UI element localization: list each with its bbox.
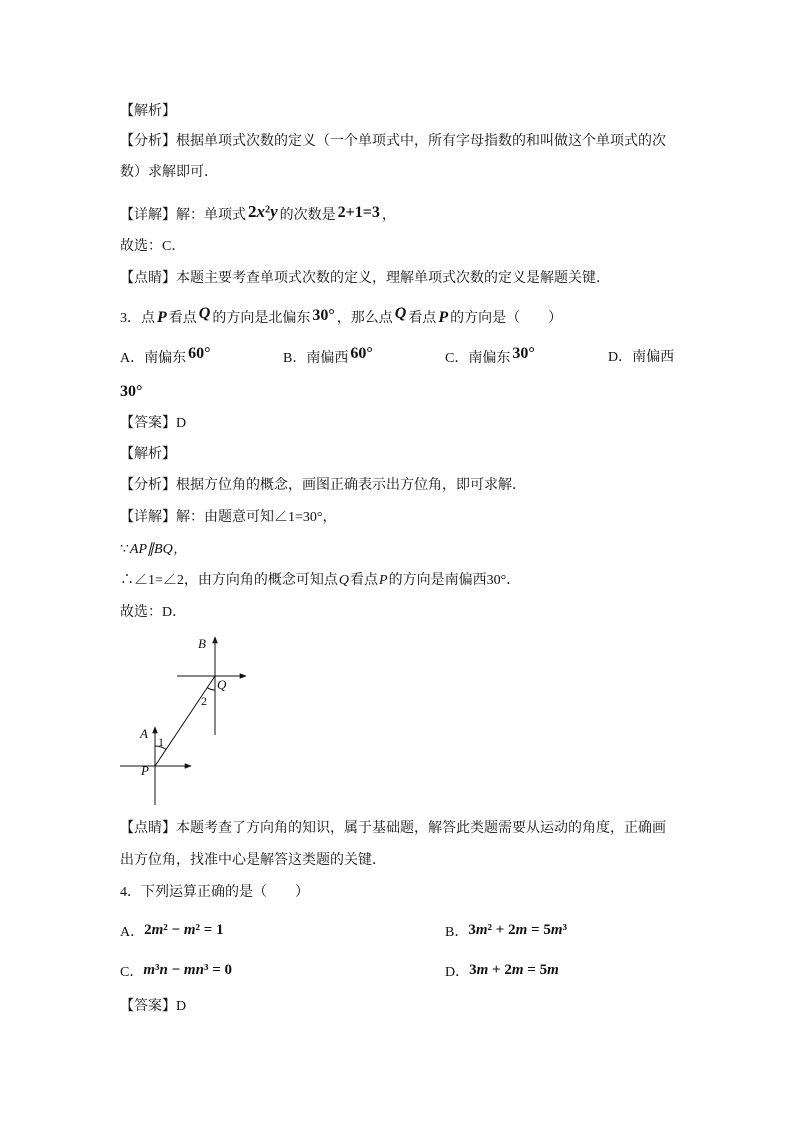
q2-analysis-line-2: 数）求解即可． (120, 165, 218, 180)
option-text: 南偏东 (468, 351, 511, 366)
q2-detail-suffix: ， (381, 208, 396, 223)
option-label: C． (120, 965, 144, 980)
q2-analysis-heading: 【解析】 (120, 104, 176, 119)
math-variable: n (159, 962, 168, 978)
label-q: Q (217, 677, 227, 692)
option-label: A． (120, 351, 145, 366)
option-label: B． (445, 925, 469, 940)
q3-analysis: 【分析】根据方位角的概念，画图正确表示出方位角，即可求解． (120, 478, 526, 493)
q3-comment-line-1: 【点睛】本题考查了方向角的知识，属于基础题，解答此类题需要从运动的角度，正确画 (120, 821, 666, 836)
q3-option-b (283, 345, 375, 368)
point-q: Q (338, 573, 350, 588)
math-variable: m (550, 922, 563, 938)
label-angle-2: 2 (201, 694, 207, 708)
q3-choice: 故选：D． (120, 605, 187, 620)
because-symbol: ∵ (120, 542, 129, 557)
math-variable: x (256, 202, 265, 221)
option-text: 南偏西 (306, 351, 349, 366)
q2-detail-prefix: 【详解】解：单项式 (120, 208, 246, 223)
q4-option-c (120, 962, 232, 982)
q2-choice: 故选：C． (120, 239, 186, 254)
direction-angle-figure (110, 628, 260, 810)
math-variable: m (183, 962, 196, 978)
q2-detail (120, 204, 396, 224)
q3-point-q (199, 305, 211, 322)
q3-analysis-heading: 【解析】 (120, 447, 176, 462)
math-variable: m (151, 922, 164, 938)
q3-stem-text: 的方向是北偏东 (212, 311, 311, 326)
q3-option-a (120, 345, 213, 368)
label-a: A (140, 726, 148, 741)
q2-monomial-expression: 2x²y (248, 202, 278, 221)
q4-stem (120, 883, 309, 903)
option-value: 60° (350, 345, 373, 362)
q3-stem-text: 的方向是（ ） (450, 311, 563, 326)
q3-number: 3． (120, 311, 141, 326)
q3-angle-value: 30° (312, 307, 335, 324)
q2-analysis-line-1: 【分析】根据单项式次数的定义（一个单项式中，所有字母指数的和叫做这个单项式的次 (120, 134, 666, 149)
option-label: A． (120, 925, 145, 940)
q3-detail-line-1: 【详解】解：由题意可知∠1=30°， (120, 510, 337, 525)
q2-degree-sum: 2+1=3 (337, 204, 380, 221)
option-label: D． (608, 350, 633, 365)
math-variable: m (143, 962, 156, 978)
option-expression: 2m² − m² = 1 (144, 922, 224, 938)
segment-pq (155, 676, 215, 766)
point-p: P (379, 573, 388, 588)
label-angle-1: 1 (158, 735, 164, 749)
q3-stem-text: ，那么点 (336, 311, 393, 326)
option-label: C． (445, 351, 469, 366)
q3-point-p (157, 309, 167, 326)
q2-comment: 【点睛】本题主要考查单项式次数的定义，理解单项式次数的定义是解题关键． (120, 271, 610, 286)
option-label: D． (445, 965, 470, 980)
math-variable: m (475, 922, 488, 938)
q4-answer: 【答案】D (120, 999, 187, 1014)
option-expression: 3m + 2m = 5m (469, 962, 559, 978)
angle-2-arc (207, 688, 215, 690)
option-expression: m³n − mn³ = 0 (143, 962, 232, 978)
option-expression: 3m² + 2m = 5m³ (468, 922, 567, 938)
q3-comment-line-2: 出方位角，找准中心是解答这类题的关键． (120, 853, 386, 868)
q3-stem (120, 305, 563, 328)
q3-option-c (445, 345, 537, 368)
q2-detail-mid: 的次数是 (279, 208, 336, 223)
q3-stem-text: 看点 (168, 311, 197, 326)
math-variable: y (270, 202, 278, 221)
option-text: 南偏西 (632, 350, 675, 365)
math-variable: Q (394, 305, 407, 322)
q3-option-d-value-line (120, 382, 142, 402)
option-value: 30° (512, 345, 535, 362)
math-variable: m (515, 922, 528, 938)
option-label: B． (283, 351, 307, 366)
math-variable: P (157, 309, 167, 326)
math-variable: Q (198, 305, 211, 322)
detail-text: 看点 (350, 573, 379, 588)
label-p: P (141, 763, 149, 778)
parallel-statement: AP∥BQ (129, 542, 173, 557)
math-variable: m (183, 922, 196, 938)
math-variable: m (547, 962, 559, 978)
q3-point-p (438, 309, 448, 326)
q3-detail-line-3 (120, 571, 520, 591)
q4-option-a (120, 922, 224, 942)
q4-number: 4． (120, 885, 141, 900)
math-variable: m (476, 962, 489, 978)
option-value: 30° (120, 383, 143, 400)
option-text: 南偏东 (144, 351, 187, 366)
q4-option-d (445, 962, 559, 982)
q3-stem-text: 点 (141, 311, 155, 326)
q4-option-b (445, 922, 567, 942)
math-variable: P (438, 309, 449, 326)
detail-text: 的方向是南偏西30°． (388, 573, 521, 588)
math-variable: n (195, 962, 204, 978)
q3-stem-text: 看点 (408, 311, 437, 326)
detail-text: ∴∠1=∠2，由方向角的概念可知点 (120, 573, 338, 588)
option-value: 60° (188, 345, 211, 362)
q3-point-q (395, 305, 407, 322)
label-b: B (198, 636, 206, 651)
math-variable: m (511, 962, 524, 978)
q3-option-d (608, 348, 674, 368)
q4-stem-text: 下列运算正确的是（ ） (141, 885, 309, 900)
q3-answer: 【答案】D (120, 416, 187, 431)
punctuation: , (173, 542, 178, 557)
q3-detail-line-2 (120, 540, 177, 560)
